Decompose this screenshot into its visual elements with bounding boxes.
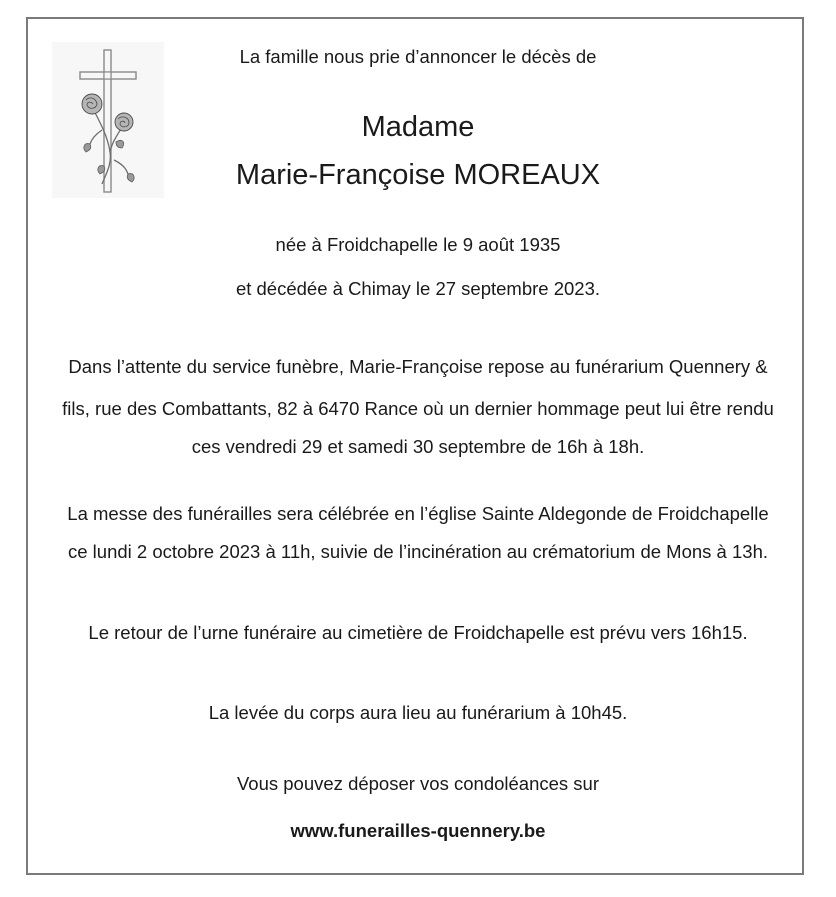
deceased-name: Marie-Françoise MOREAUX [235,159,601,191]
death-info: et décédée à Chimay le 27 septembre 2023. [235,278,601,299]
levee-text: La levée du corps aura lieu au funérarium à 10h45. [208,702,628,723]
website-link[interactable]: www.funerailles-quennery.be [290,820,546,841]
intro-text: La famille nous prie d’annoncer le décès de [239,46,597,67]
visitation-line-1: Dans l’attente du service funèbre, Marie-Françoise repose au funérarium Quennery & [68,356,768,377]
birth-info: née à Froidchapelle le 9 août 1935 [275,234,561,255]
visitation-line-3: ces vendredi 29 et samedi 30 septembre de 16h à 18h. [191,436,645,457]
mass-line-1: La messe des funérailles sera célébrée en l’église Sainte Aldegonde de Froidchapelle [67,503,769,524]
mass-line-2: ce lundi 2 octobre 2023 à 11h, suivie de l’incinération au crématorium de Mons à 13h. [68,541,768,562]
deceased-title: Madame [361,111,475,143]
urn-return-text: Le retour de l’urne funéraire au cimetière de Froidchapelle est prévu vers 16h15. [88,622,748,643]
visitation-line-2: fils, rue des Combattants, 82 à 6470 Rance où un dernier hommage peut lui être rendu [62,398,774,419]
condolences-text: Vous pouvez déposer vos condoléances sur [236,773,599,794]
